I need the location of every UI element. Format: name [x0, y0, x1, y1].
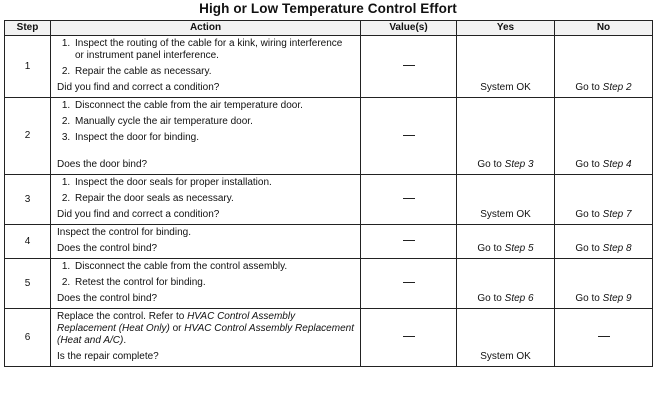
diagnostic-table — [4, 20, 653, 367]
action-intro — [57, 311, 354, 347]
goto-prefix: Go to — [575, 243, 603, 254]
yes-result — [457, 259, 555, 309]
action-step: 2. Repair the door seals as necessary. — [73, 193, 354, 205]
action-content — [51, 309, 360, 366]
step-number: 5 — [5, 259, 51, 309]
action-step: 1. Inspect the door seals for proper installation. — [73, 177, 354, 189]
action-step: 1. Inspect the routing of the cable for a kink, wiring interference or instrument panel interference. — [73, 38, 354, 62]
action-content — [51, 98, 360, 174]
dash-mark — [403, 240, 415, 241]
table-header-row — [5, 21, 653, 36]
action-question: Does the control bind? — [57, 243, 158, 254]
header-yes: Yes — [457, 21, 555, 36]
action-steps — [57, 38, 354, 82]
step-ref: Step 8 — [602, 243, 632, 254]
no-result — [555, 175, 653, 225]
dash-mark — [403, 282, 415, 283]
action-content — [51, 259, 360, 308]
action-step: 1. Disconnect the cable from the air temperature door. — [73, 100, 354, 112]
step-ref: Step 4 — [602, 159, 632, 170]
table-row — [5, 175, 653, 225]
value-cell — [361, 36, 457, 98]
step-ref: Step 6 — [504, 293, 534, 304]
header-values: Value(s) — [361, 21, 457, 36]
action-step: 2. Manually cycle the air temperature door. — [73, 116, 354, 128]
action-cell — [51, 259, 361, 309]
step-number: 4 — [5, 225, 51, 259]
table-row — [5, 225, 653, 259]
goto-prefix: Go to — [575, 159, 603, 170]
dash-mark — [598, 336, 610, 337]
value-cell — [361, 225, 457, 259]
no-result — [555, 225, 653, 259]
action-steps — [57, 177, 354, 209]
action-cell — [51, 36, 361, 98]
action-question: Did you find and correct a condition? — [57, 209, 220, 220]
procedure-reference: HVAC Control Assembly Replacement (Heat Only) — [57, 311, 296, 334]
action-cell — [51, 98, 361, 175]
step-ref: Step 2 — [602, 82, 632, 93]
step-number: 1 — [5, 36, 51, 98]
no-result — [555, 309, 653, 367]
value-cell — [361, 309, 457, 367]
step-number: 3 — [5, 175, 51, 225]
dash-mark — [403, 336, 415, 337]
goto-prefix: Go to — [575, 293, 603, 304]
yes-result — [457, 98, 555, 175]
header-action: Action — [51, 21, 361, 36]
action-text: . — [123, 335, 127, 346]
yes-result — [457, 225, 555, 259]
goto-prefix: Go to — [477, 159, 505, 170]
value-cell — [361, 175, 457, 225]
action-step: 2. Repair the cable as necessary. — [73, 66, 354, 78]
action-cell — [51, 225, 361, 259]
action-intro: Inspect the control for binding. — [57, 227, 191, 238]
table-row — [5, 98, 653, 175]
step-number: 6 — [5, 309, 51, 367]
no-result — [555, 36, 653, 98]
header-no: No — [555, 21, 653, 36]
action-step: 1. Disconnect the cable from the control assembly. — [73, 261, 354, 273]
step-ref: Step 5 — [504, 243, 534, 254]
action-step: 3. Inspect the door for binding. — [73, 132, 354, 144]
action-steps — [57, 261, 354, 293]
yes-result: System OK — [457, 309, 555, 367]
step-ref: Step 9 — [602, 293, 632, 304]
step-number: 2 — [5, 98, 51, 175]
action-steps — [57, 100, 354, 148]
action-question: Did you find and correct a condition? — [57, 82, 220, 93]
yes-result: System OK — [457, 175, 555, 225]
yes-result: System OK — [457, 36, 555, 98]
page-title: High or Low Temperature Control Effort — [199, 1, 457, 16]
table-row — [5, 36, 653, 98]
value-cell — [361, 259, 457, 309]
value-cell — [361, 98, 457, 175]
action-text: Replace the control. Refer to — [57, 311, 188, 322]
spacer — [57, 148, 354, 159]
no-result — [555, 98, 653, 175]
no-result — [555, 259, 653, 309]
goto-prefix: Go to — [477, 293, 505, 304]
step-ref: Step 7 — [602, 209, 632, 220]
procedure-reference: HVAC Control Assembly Replacement (Heat and A/C) — [57, 323, 354, 346]
table-row — [5, 309, 653, 367]
dash-mark — [403, 135, 415, 136]
action-text: or — [169, 323, 185, 334]
goto-prefix: Go to — [477, 243, 505, 254]
action-cell — [51, 309, 361, 367]
action-content — [51, 175, 360, 224]
dash-mark — [403, 65, 415, 66]
action-question: Does the door bind? — [57, 159, 148, 170]
goto-prefix: Go to — [575, 209, 603, 220]
action-step: 2. Retest the control for binding. — [73, 277, 354, 289]
goto-prefix: Go to — [575, 82, 603, 93]
action-content — [51, 225, 360, 258]
action-cell — [51, 175, 361, 225]
dash-mark — [403, 198, 415, 199]
action-question: Is the repair complete? — [57, 351, 159, 362]
table-row — [5, 259, 653, 309]
header-step: Step — [5, 21, 51, 36]
action-question: Does the control bind? — [57, 293, 158, 304]
action-content — [51, 36, 360, 97]
step-ref: Step 3 — [504, 159, 534, 170]
